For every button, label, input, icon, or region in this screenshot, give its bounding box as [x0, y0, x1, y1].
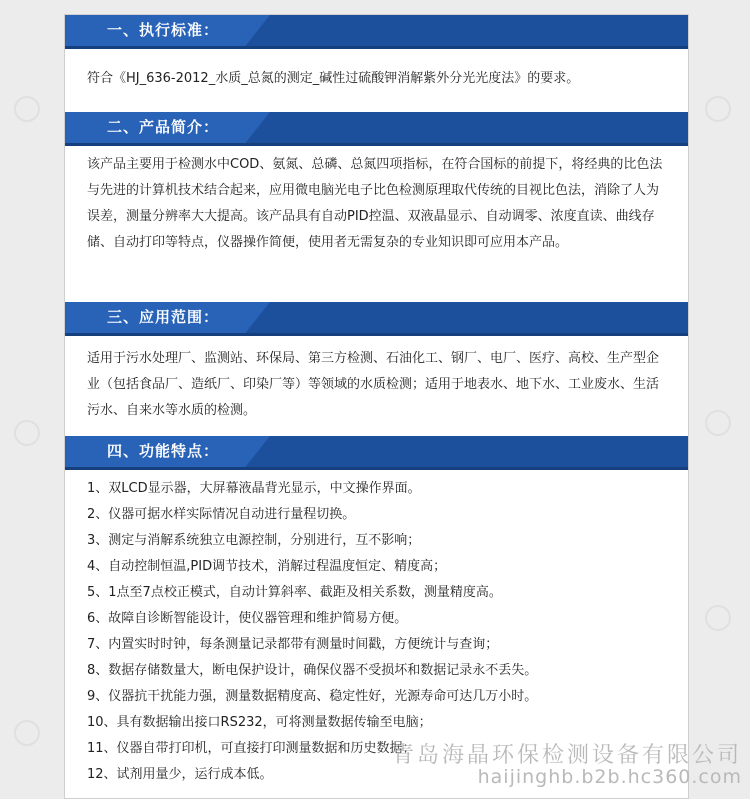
- section-header-scope: [65, 302, 688, 336]
- spec-sheet: [64, 14, 689, 799]
- section-header-standard: [65, 15, 688, 49]
- section-title: 一、执行标准：: [107, 21, 220, 39]
- footer-url: haijinghb.b2b.hc360.com: [477, 766, 742, 788]
- section-body-scope: [65, 336, 688, 436]
- feature-item: 12、试剂用量少，运行成本低。: [87, 767, 273, 782]
- feature-item: 4、自动控制恒温,PID调节技术，消解过程温度恒定、精度高；: [87, 559, 447, 574]
- section-title: 四、功能特点：: [107, 442, 220, 460]
- scope-line: 适用于污水处理厂、监测站、环保局、第三方检测、石油化工、钢厂、电厂、医疗、高校、生产型企: [87, 351, 660, 366]
- feature-item: 9、仪器抗干扰能力强，测量数据精度高、稳定性好，光源寿命可达几万小时。: [87, 689, 538, 704]
- feature-item: 8、数据存储数量大，断电保护设计，确保仪器不受损坏和数据记录永不丢失。: [87, 663, 538, 678]
- watermark-logo: [705, 410, 731, 436]
- scope-line: 污水、自来水等水质的检测。: [87, 403, 257, 418]
- scope-line: 业（包括食品厂、造纸厂、印染厂等）等领域的水质检测；适用于地表水、地下水、工业废水、生活: [87, 377, 660, 392]
- watermark-logo: [14, 96, 40, 122]
- standard-text: 符合《HJ_636-2012_水质_总氮的测定_碱性过硫酸钾消解紫外分光光度法》的要求。: [87, 71, 580, 86]
- feature-item: 10、具有数据输出接口RS232，可将测量数据传输至电脑；: [87, 715, 432, 730]
- section-title: 二、产品简介：: [107, 118, 220, 136]
- feature-item: 2、仪器可据水样实际情况自动进行量程切换。: [87, 507, 356, 522]
- intro-line: 与先进的计算机技术结合起来，应用微电脑光电子比色检测原理取代传统的目视比色法，消除了人为: [87, 183, 660, 198]
- feature-item: 6、故障自诊断智能设计，使仪器管理和维护简易方便。: [87, 611, 408, 626]
- section-header-features: [65, 436, 688, 470]
- watermark-logo: [14, 420, 40, 446]
- watermark-logo: [14, 720, 40, 746]
- intro-line: 储、自动打印等特点，仪器操作简便，使用者无需复杂的专业知识即可应用本产品。: [87, 235, 569, 250]
- section-body-standard: [65, 49, 688, 112]
- intro-line: 该产品主要用于检测水中COD、氨氮、总磷、总氮四项指标，在符合国标的前提下，将经典的比色法: [87, 157, 663, 172]
- feature-item: 11、仪器自带打印机，可直接打印测量数据和历史数据；: [87, 741, 416, 756]
- section-header-intro: [65, 112, 688, 146]
- section-title: 三、应用范围：: [107, 308, 220, 326]
- feature-item: 1、双LCD显示器，大屏幕液晶背光显示，中文操作界面。: [87, 481, 421, 496]
- feature-item: 3、测定与消解系统独立电源控制，分别进行，互不影响；: [87, 533, 421, 548]
- feature-item: 5、1点至7点校正模式，自动计算斜率、截距及相关系数，测量精度高。: [87, 585, 502, 600]
- intro-line: 误差，测量分辨率大大提高。该产品具有自动PID控温、双液晶显示、自动调零、浓度直读、曲线存: [87, 209, 655, 224]
- watermark-logo: [705, 96, 731, 122]
- section-body-intro: [65, 146, 688, 302]
- feature-item: 7、内置实时时钟，每条测量记录都带有测量时间戳，方便统计与查询；: [87, 637, 499, 652]
- footer-company-name: 青岛海晶环保检测设备有限公司: [391, 743, 742, 768]
- watermark-logo: [705, 605, 731, 631]
